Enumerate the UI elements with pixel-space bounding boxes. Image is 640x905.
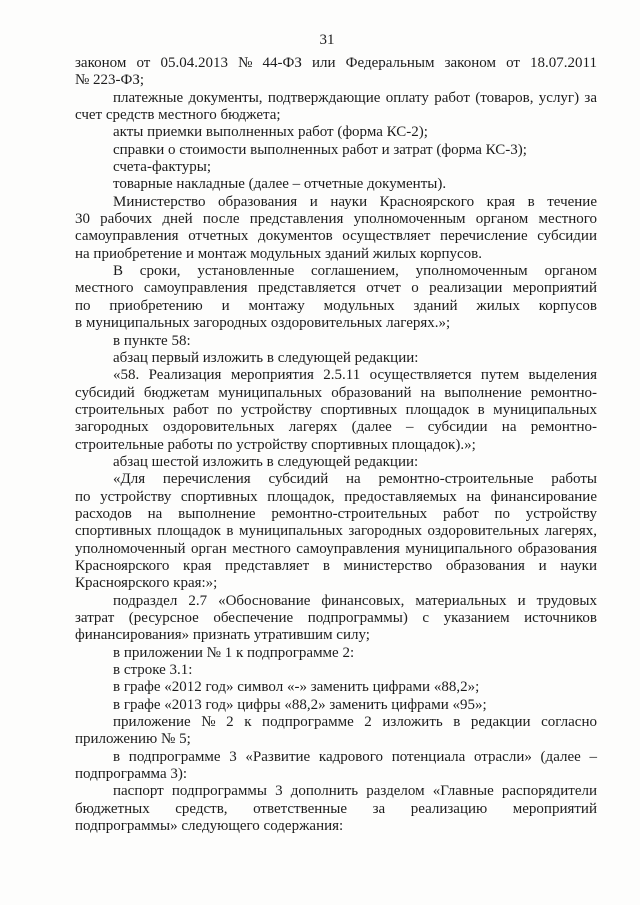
text-line: подраздел 2.7 «Обоснование финансовых, материальных и трудовых — [113, 592, 597, 609]
text-line: расходов на выполнение ремонтно-строительных работ по устройству — [75, 505, 597, 522]
text-line: «58. Реализация мероприятия 2.5.11 осуществляется путем выделения — [113, 367, 597, 384]
document-body — [75, 55, 597, 835]
text-line: на приобретение и монтаж модульных зданий жилых корпусов. — [75, 245, 482, 262]
text-line: в приложении № 1 к подпрограмме 2: — [113, 644, 355, 661]
text-line: Министерство образования и науки Красноярского края в течение — [113, 193, 597, 210]
text-line: бюджетных средств, ответственные за реализацию мероприятий — [75, 800, 597, 817]
text-line: акты приемки выполненных работ (форма КС-2); — [113, 124, 428, 141]
text-line: справки о стоимости выполненных работ и затрат (форма КС-3); — [113, 141, 527, 158]
text-line: абзац шестой изложить в следующей редакции: — [113, 453, 419, 470]
text-line: финансирования» признать утратившим силу; — [75, 627, 370, 644]
text-line: затрат (ресурсное обеспечение подпрограммы) с указанием источников — [75, 610, 597, 626]
text-line: по устройству спортивных площадок, предоставляемых на финансирование — [75, 488, 597, 505]
text-line: загородных оздоровительных лагерях (далее – субсидии на ремонтно- — [75, 419, 597, 436]
text-line: «Для перечисления субсидий на ремонтно-строительные работы — [113, 471, 597, 488]
text-line: спортивных площадок в муниципальных загородных оздоровительных лагерях, — [75, 523, 597, 540]
text-line: в пункте 58: — [113, 332, 191, 349]
page-number: 31 — [319, 32, 335, 48]
text-line: в подпрограмме 3 «Развитие кадрового потенциала отрасли» (далее – — [113, 748, 597, 765]
text-line: в строке 3.1: — [113, 662, 193, 679]
text-line: Красноярского края:»; — [75, 575, 218, 592]
text-line: счет средств местного бюджета; — [75, 107, 281, 124]
text-line: Красноярского края представляет в министерство образования и науки — [75, 557, 597, 574]
text-line: товарные накладные (далее – отчетные документы). — [113, 176, 447, 193]
text-line: 30 рабочих дней после представления уполномоченным органом местного — [75, 211, 597, 228]
text-line: приложению № 5; — [75, 731, 191, 748]
text-line: в муниципальных загородных оздоровительных лагерях.»; — [75, 315, 451, 332]
text-line: приложение № 2 к подпрограмме 2 изложить в редакции согласно — [113, 714, 597, 731]
text-line: подпрограмма 3): — [75, 766, 188, 783]
text-line: самоуправления отчетных документов осуществляет перечисление субсидии — [75, 228, 597, 245]
text-line: законом от 05.04.2013 № 44-ФЗ или Федеральным законом от 18.07.2011 — [75, 55, 597, 71]
text-line: в графе «2013 год» цифры «88,2» заменить цифрами «95»; — [113, 696, 487, 713]
text-line: субсидий бюджетам муниципальных образований на выполнение ремонтно- — [75, 384, 597, 401]
text-line: № 223-ФЗ; — [75, 72, 145, 89]
text-line: платежные документы, подтверждающие оплату работ (товаров, услуг) за — [113, 89, 597, 106]
text-line: по приобретению и монтажу модульных зданий жилых корпусов — [75, 297, 597, 314]
text-line: абзац первый изложить в следующей редакции: — [113, 349, 419, 366]
text-line: В сроки, установленные соглашением, уполномоченным органом — [113, 263, 597, 280]
text-line: уполномоченный орган местного самоуправления муниципального образования — [75, 540, 597, 557]
text-line: в графе «2012 год» символ «-» заменить цифрами «88,2»; — [113, 679, 480, 696]
text-line: строительные работы по устройству спортивных площадок).»; — [75, 436, 476, 453]
text-line: паспорт подпрограммы 3 дополнить разделом «Главные распорядители — [113, 783, 597, 800]
text-line: счета-фактуры; — [113, 159, 212, 176]
text-line: подпрограммы» следующего содержания: — [75, 818, 344, 835]
text-line: строительных работ по устройству спортивных площадок в муниципальных — [75, 401, 597, 418]
text-line: местного самоуправления представляется отчет о реализации мероприятий — [75, 280, 597, 297]
